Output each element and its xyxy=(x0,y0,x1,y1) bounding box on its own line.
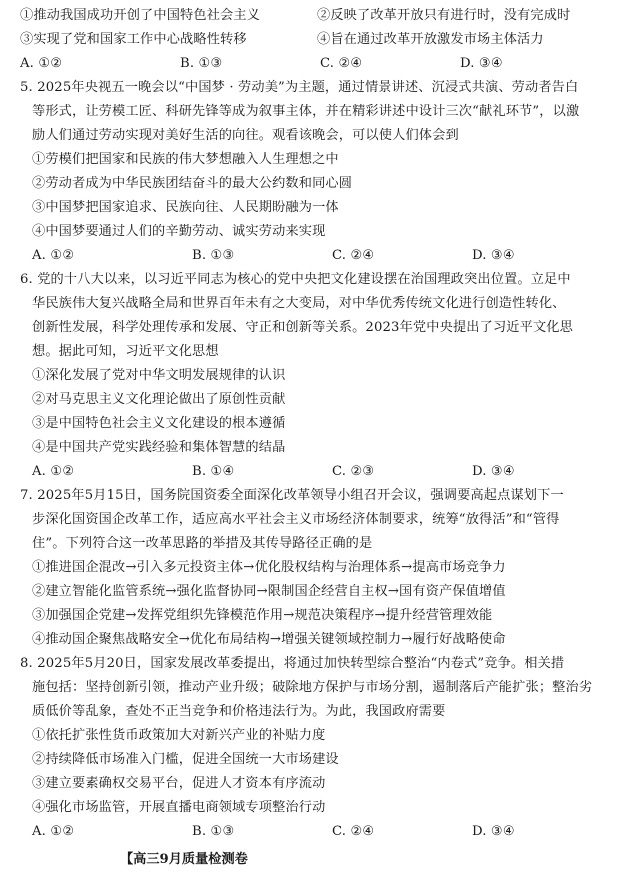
option-b[interactable]: B. ①③ xyxy=(192,824,235,839)
q6-item-2: ②对马克思主义文化理论做出了原创性贡献 xyxy=(32,392,286,407)
q5-stem-line-3: 励人们通过劳动实现对美好生活的向往。观看该晚会，可以使人们体会到 xyxy=(32,128,459,143)
q7-item-1: ①推进国企混改→引入多元投资主体→优化股权结构与治理体系→提高市场竞争力 xyxy=(32,560,506,575)
q8-stem-line-2: 施包括：坚持创新引领，推动产业升级；破除地方保护与市场分割，遏制落后产能扩张；整治劣 xyxy=(32,680,593,695)
option-c[interactable]: C. ②④ xyxy=(320,56,363,71)
q8-stem-line-3: 质低价等乱象，查处不正当竞争和价格违法行为。为此，我国政府需要 xyxy=(32,704,446,719)
q8-stem-line-1: 8. 2025年5月20日，国家发展改革委提出，将通过加快转型综合整治“内卷式”竞争。相关措 xyxy=(20,656,565,671)
q8-item-1: ①依托扩张性货币政策加大对新兴产业的补贴力度 xyxy=(32,728,326,743)
q7-stem-line-1: 7. 2025年5月15日，国务院国资委全面深化改革领导小组召开会议，强调要高起点谋划下一 xyxy=(20,488,564,503)
q8-item-2: ②持续降低市场准入门槛，促进全国统一大市场建设 xyxy=(32,752,339,767)
q7-item-2: ②建立智能化监管系统→强化监督协同→限制国企经营自主权→国有资产保值增值 xyxy=(32,584,506,599)
q7-item-4: ④推动国企聚焦战略安全→优化布局结构→增强关键领域控制力→履行好战略使命 xyxy=(32,632,506,647)
q5-options xyxy=(32,244,600,268)
q4-items-row-2 xyxy=(20,28,600,52)
q8-options xyxy=(32,820,600,844)
page-footer-label: 【高三9月质量检测卷 xyxy=(120,852,248,867)
q4-items-row-1 xyxy=(20,4,600,28)
option-a[interactable]: A. ①② xyxy=(32,824,75,839)
q5-item-2: ②劳动者成为中华民族团结奋斗的最大公约数和同心圆 xyxy=(32,176,353,191)
q7-item-3: ③加强国企党建→发挥党组织先锋模范作用→规范决策程序→提升经营管理效能 xyxy=(32,608,493,623)
q6-stem-line-4: 想。据此可知，习近平文化思想 xyxy=(32,344,219,359)
option-d[interactable]: D. ③④ xyxy=(472,248,515,263)
option-d[interactable]: D. ③④ xyxy=(460,56,503,71)
option-b[interactable]: B. ①③ xyxy=(180,56,223,71)
option-a[interactable]: A. ①② xyxy=(20,56,63,71)
q4-item-3: ③实现了党和国家工作中心战略性转移 xyxy=(20,32,247,47)
q7-stem-line-3: 住”。下列符合这一改革思路的举措及其传导路径正确的是 xyxy=(32,536,373,551)
q5-item-1: ①劳模们把国家和民族的伟大梦想融入人生理想之中 xyxy=(32,152,339,167)
q7-stem-line-2: 步深化国资国企改革工作，适应高水平社会主义市场经济体制要求，统筹“放得活”和“管得 xyxy=(32,512,560,527)
q6-item-4: ④是中国共产党实践经验和集体智慧的结晶 xyxy=(32,440,286,455)
q8-item-4: ④强化市场监管，开展直播电商领域专项整治行动 xyxy=(32,800,326,815)
q6-item-3: ③是中国特色社会主义文化建设的根本遵循 xyxy=(32,416,286,431)
q4-item-1: ①推动我国成功开创了中国特色社会主义 xyxy=(20,8,261,23)
q6-item-1: ①深化发展了党对中华文明发展规律的认识 xyxy=(32,368,286,383)
option-c[interactable]: C. ②④ xyxy=(332,248,375,263)
q4-item-4: ④旨在通过改革开放激发市场主体活力 xyxy=(317,32,544,47)
option-c[interactable]: C. ②④ xyxy=(332,824,375,839)
q6-stem-line-2: 华民族伟大复兴战略全局和世界百年未有之大变局，对中华优秀传统文化进行创造性转化、 xyxy=(32,296,566,311)
option-a[interactable]: A. ①② xyxy=(32,248,75,263)
option-b[interactable]: B. ①③ xyxy=(192,248,235,263)
q4-item-2: ②反映了改革开放只有进行时，没有完成时 xyxy=(317,8,571,23)
option-b[interactable]: B. ①④ xyxy=(192,464,235,479)
option-d[interactable]: D. ③④ xyxy=(472,464,515,479)
q5-item-3: ③中国梦把国家追求、民族向往、人民期盼融为一体 xyxy=(32,200,339,215)
q5-stem-line-2: 等形式，让劳模工匠、科研先锋等成为叙事主体，并在精彩讲述中设计三次“献礼环节”，以激 xyxy=(32,104,580,119)
option-d[interactable]: D. ③④ xyxy=(472,824,515,839)
q6-options xyxy=(32,460,600,484)
q8-item-3: ③建立要素确权交易平台，促进人才资本有序流动 xyxy=(32,776,326,791)
q6-stem-line-3: 创新性发展，科学处理传承和发展、守正和创新等关系。2023年党中央提出了习近平文化思 xyxy=(32,320,573,335)
q6-stem-line-1: 6. 党的十八大以来，以习近平同志为核心的党中央把文化建设摆在治国理政突出位置。立足中 xyxy=(20,272,571,287)
q5-item-4: ④中国梦要通过人们的辛勤劳动、诚实劳动来实现 xyxy=(32,224,326,239)
option-c[interactable]: C. ②③ xyxy=(332,464,375,479)
q4-options xyxy=(20,52,600,76)
q5-stem-line-1: 5. 2025年央视五一晚会以“中国梦 · 劳动美”为主题，通过情景讲述、沉浸式共演、劳动者告白 xyxy=(20,80,579,95)
option-a[interactable]: A. ①② xyxy=(32,464,75,479)
